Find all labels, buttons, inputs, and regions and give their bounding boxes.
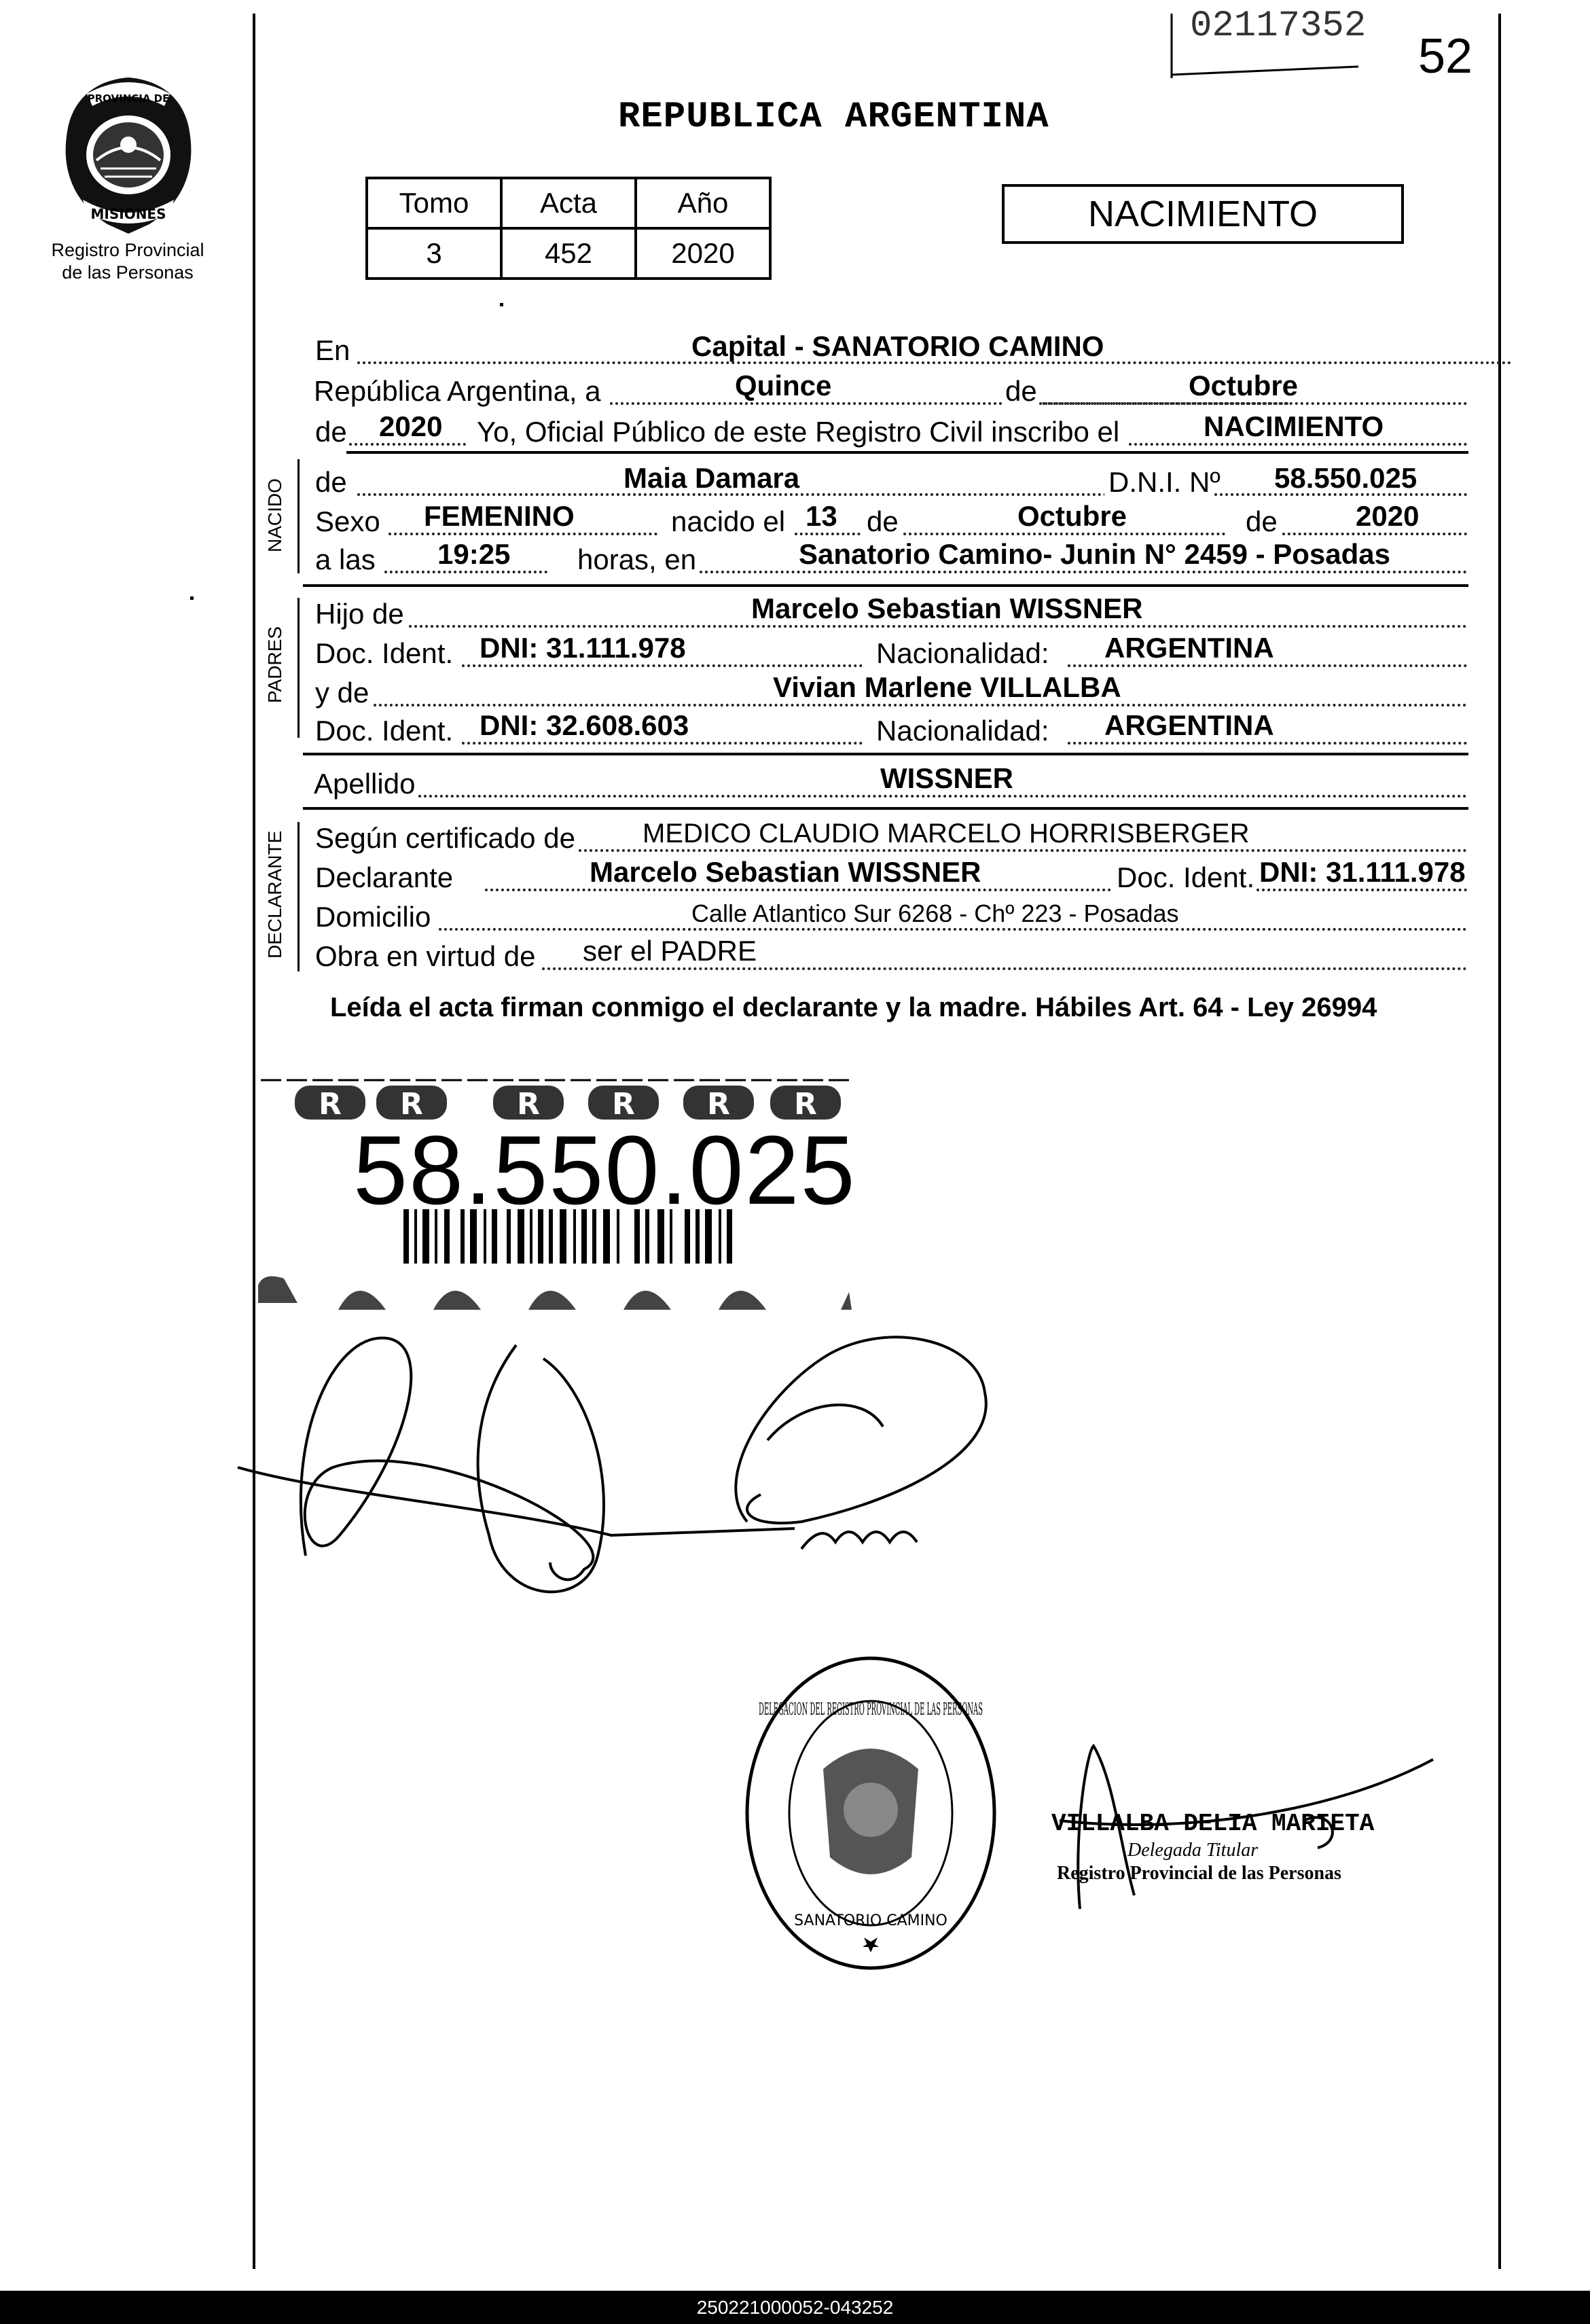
label-sexo: Sexo	[315, 505, 380, 537]
dotted-line	[389, 533, 657, 535]
row-domicilio	[314, 897, 1468, 935]
svg-text:R: R	[612, 1087, 635, 1122]
row-mother-doc	[314, 711, 1468, 749]
month-value: Octubre	[1189, 370, 1299, 401]
dotted-line	[418, 795, 1467, 798]
year-value: 2020	[379, 410, 443, 442]
signature-declarante	[231, 1318, 1127, 1630]
day-words-value: Quince	[735, 370, 832, 401]
padres-bracket	[297, 598, 300, 738]
province-logo	[53, 73, 204, 236]
label-de-year2: de	[1246, 505, 1278, 537]
cert-value: MEDICO CLAUDIO MARCELO HORRISBERGER	[643, 819, 1250, 848]
birth-time-value: 19:25	[437, 538, 511, 570]
dotted-line	[542, 967, 1467, 970]
mother-name-value: Vivian Marlene VILLALBA	[773, 671, 1121, 703]
country-title: REPUBLICA ARGENTINA	[618, 96, 1049, 138]
dotted-line	[384, 571, 547, 573]
birth-place-value: Sanatorio Camino- Junin N° 2459 - Posadas	[799, 538, 1391, 570]
official-seal	[742, 1653, 1000, 1973]
control-number: 02117352	[1190, 5, 1367, 47]
section-label-declarante: DECLARANTE	[264, 830, 285, 959]
officer-title: Delegada Titular	[1127, 1840, 1259, 1861]
label-de-month: de	[863, 505, 903, 538]
label-segun-certificado: Según certificado de	[315, 822, 575, 854]
right-border-line	[1498, 14, 1501, 2269]
row-year	[314, 412, 1468, 450]
mother-nat-value: ARGENTINA	[1104, 709, 1274, 741]
row-sex-birth	[314, 501, 1468, 539]
dotted-line	[903, 533, 1225, 535]
label-domicilio: Domicilio	[315, 901, 431, 933]
separator-line	[303, 584, 1468, 587]
officer-org: Registro Provincial de las Personas	[1057, 1863, 1341, 1884]
record-table	[365, 177, 772, 280]
dotted-line	[485, 889, 1204, 891]
dotted-line	[349, 443, 466, 446]
section-label-padres: PADRES	[264, 626, 285, 703]
row-place	[314, 330, 1468, 368]
dotted-line	[409, 625, 1467, 628]
stamp-dni-number: 58.550.025	[353, 1115, 856, 1225]
row-mother	[314, 673, 1468, 711]
label-horas-en: horas, en	[577, 543, 697, 575]
act-word-value: NACIMIENTO	[1204, 410, 1384, 442]
separator-line	[346, 451, 1468, 454]
row-time-place	[314, 539, 1468, 577]
declarante-doc-value: DNI: 31.111.978	[1259, 856, 1466, 888]
page-number: 52	[1418, 29, 1473, 84]
row-father	[314, 594, 1468, 632]
apellido-value: WISSNER	[880, 762, 1014, 794]
control-number-underline	[1172, 14, 1375, 82]
label-obra: Obra en virtud de	[315, 940, 536, 972]
declarante-value: Marcelo Sebastian WISSNER	[590, 856, 981, 888]
dotted-line	[795, 533, 871, 535]
label-nacionalidad-mother: Nacionalidad:	[876, 715, 1049, 747]
record-header-tomo: Tomo	[367, 178, 501, 228]
record-value-anio: 2020	[636, 228, 770, 279]
child-dni-value: 58.550.025	[1274, 462, 1417, 494]
mother-doc-value: DNI: 32.608.603	[480, 709, 689, 741]
seal-inner-text: SANATORIO CAMINO	[794, 1912, 947, 1929]
footer-bar: 250221000052-043252	[0, 2291, 1590, 2324]
separator-line	[303, 753, 1468, 755]
row-child-name	[314, 462, 1468, 500]
father-nat-value: ARGENTINA	[1104, 632, 1274, 664]
label-republica: República Argentina, a	[314, 375, 601, 407]
birth-year-value: 2020	[1356, 500, 1420, 532]
stray-mark	[190, 596, 194, 600]
declarante-bracket	[297, 822, 300, 971]
dotted-line	[579, 849, 1467, 852]
row-father-doc	[314, 633, 1468, 671]
legal-text: Leída el acta firman conmigo el declarante y la madre. Hábiles Art. 64 - Ley 26994	[330, 993, 1377, 1022]
birth-month-value: Octubre	[1017, 500, 1127, 532]
label-nacionalidad: Nacionalidad:	[876, 637, 1049, 669]
stamp-bottom-marks	[258, 1276, 852, 1310]
label-a-las: a las	[315, 543, 376, 575]
label-apellido: Apellido	[314, 768, 416, 800]
svg-text:R: R	[707, 1087, 730, 1122]
place-value: Capital - SANATORIO CAMINO	[691, 330, 1104, 362]
label-doc-ident: Doc. Ident.	[315, 637, 454, 669]
obra-value: ser el PADRE	[583, 935, 757, 967]
dotted-line	[439, 928, 1467, 931]
label-nacido-el: nacido el	[671, 505, 786, 537]
separator-line	[303, 807, 1468, 810]
svg-text:R: R	[319, 1087, 342, 1122]
label-doc-ident-decl: Doc. Ident.	[1113, 861, 1259, 894]
dotted-line	[1129, 443, 1467, 446]
dotted-line	[462, 742, 863, 745]
seal-outer-text: DELEGACION DEL REGISTRO PROVINCIAL DE LAS PERSONAS	[759, 1700, 983, 1719]
officer-name: VILLALBA DELIA MARIETA	[1051, 1810, 1375, 1838]
logo-caption: Registro Provincial de las Personas	[51, 240, 204, 283]
label-dni: D.N.I. Nº	[1104, 466, 1225, 499]
label-declarante: Declarante	[315, 861, 454, 893]
row-certificado	[314, 818, 1468, 856]
label-en: En	[315, 334, 350, 366]
dotted-line	[1039, 402, 1467, 405]
left-border-line	[253, 14, 255, 2269]
birth-day-value: 13	[806, 500, 837, 532]
record-header-acta: Acta	[501, 178, 636, 228]
dotted-line	[700, 571, 1467, 573]
record-header-anio: Año	[636, 178, 770, 228]
row-apellido	[314, 764, 1468, 802]
logo-bottom-text: MISIONES	[90, 206, 166, 222]
father-doc-value: DNI: 31.111.978	[480, 632, 686, 664]
sexo-value: FEMENINO	[424, 500, 575, 532]
record-value-acta: 452	[501, 228, 636, 279]
dotted-line	[1068, 664, 1467, 667]
dotted-line	[1068, 742, 1467, 745]
record-value-tomo: 3	[367, 228, 501, 279]
record-type-box: NACIMIENTO	[1002, 184, 1404, 244]
svg-text:R: R	[517, 1087, 540, 1122]
section-label-nacido: NACIDO	[264, 478, 285, 552]
inscribo-text: Yo, Oficial Público de este Registro Civil inscribo el	[477, 416, 1120, 448]
dotted-line	[1282, 533, 1467, 535]
row-declarante	[314, 857, 1468, 895]
label-hijo-de: Hijo de	[315, 598, 404, 630]
svg-text:R: R	[794, 1087, 817, 1122]
domicilio-value: Calle Atlantico Sur 6268 - Chº 223 - Posadas	[691, 899, 1179, 927]
label-de: de	[1002, 375, 1040, 408]
label-y-de: y de	[315, 677, 369, 709]
dotted-line	[374, 704, 1467, 707]
father-name-value: Marcelo Sebastian WISSNER	[751, 592, 1143, 624]
row-date	[314, 371, 1468, 409]
dotted-line	[462, 664, 863, 667]
label-de-name: de	[315, 466, 347, 498]
dotted-line	[1257, 889, 1467, 891]
label-doc-ident-mother: Doc. Ident.	[315, 715, 454, 747]
nacido-bracket	[297, 459, 300, 573]
stray-mark	[500, 303, 503, 306]
child-name-value: Maia Damara	[624, 462, 800, 494]
svg-text:R: R	[400, 1087, 423, 1122]
logo-top-text: PROVINCIA DE	[87, 92, 170, 105]
row-obra	[314, 936, 1468, 974]
label-de-year: de	[315, 416, 347, 448]
